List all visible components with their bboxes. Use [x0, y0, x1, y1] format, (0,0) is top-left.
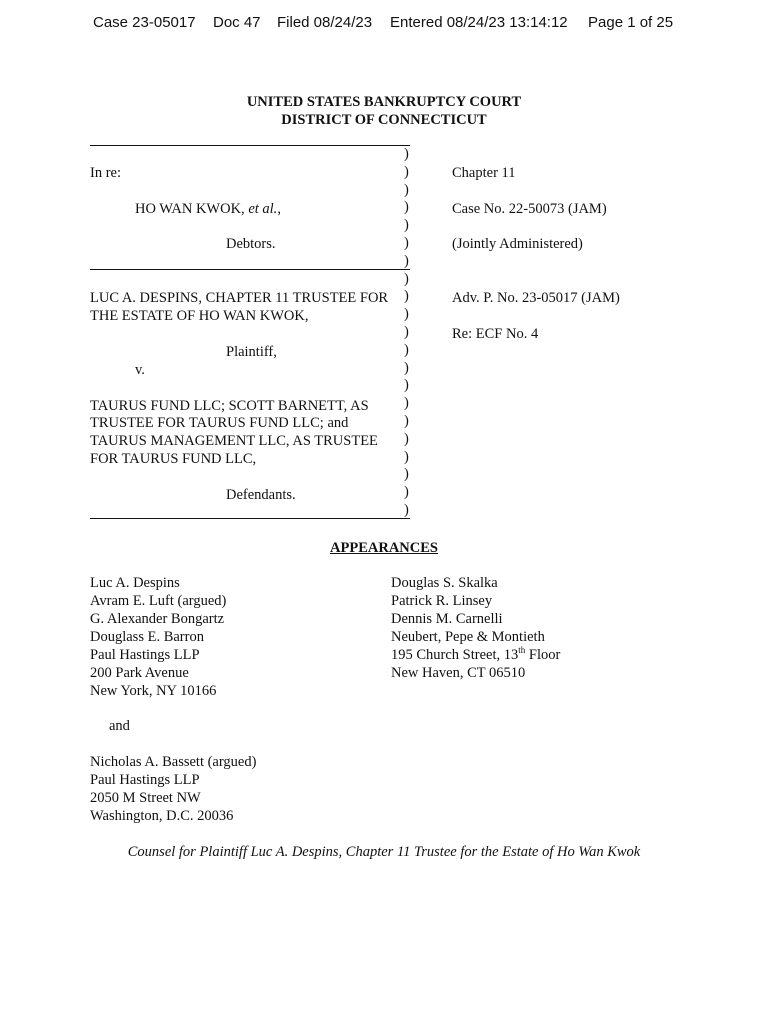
- attorney-line: Douglass E. Barron: [90, 629, 204, 645]
- attorney-line: G. Alexander Bongartz: [90, 611, 225, 627]
- attorney-line: Dennis M. Carnelli: [391, 611, 503, 627]
- address-line: New Haven, CT 06510: [391, 665, 526, 681]
- caption-rule-bottom: [90, 518, 410, 519]
- header-page: Page 1 of 25: [588, 14, 674, 31]
- court-district: DISTRICT OF CONNECTICUT: [281, 112, 487, 128]
- caption-paren-column: ) ) ) ) ) ) ) ) ) ) ) ) ) ) ) ) ) ) ) ) ): [404, 146, 409, 518]
- attorney-line: Patrick R. Linsey: [391, 593, 493, 609]
- header-entered: Entered 08/24/23 13:14:12: [390, 14, 568, 31]
- caption-plaintiff-line2: THE ESTATE OF HO WAN KWOK,: [90, 308, 309, 324]
- caption-plaintiff-label: Plaintiff,: [226, 344, 277, 360]
- caption-defendant-line4: FOR TAURUS FUND LLC,: [90, 451, 257, 467]
- firm-line: Paul Hastings LLP: [90, 647, 200, 663]
- caption-rule-top: [90, 145, 410, 146]
- header-case: Case 23-05017: [93, 14, 196, 31]
- attorney-line: Douglas S. Skalka: [391, 575, 498, 591]
- caption-plaintiff-line1: LUC A. DESPINS, CHAPTER 11 TRUSTEE FOR: [90, 290, 389, 306]
- court-name: UNITED STATES BANKRUPTCY COURT: [246, 94, 522, 110]
- appearances-title: APPEARANCES: [330, 540, 438, 556]
- appearances-and: and: [109, 718, 130, 734]
- address-line: 200 Park Avenue: [90, 665, 189, 681]
- address-line: 2050 M Street NW: [90, 790, 201, 806]
- address-line: Washington, D.C. 20036: [90, 808, 234, 824]
- caption-defendant-line3: TAURUS MANAGEMENT LLC, AS TRUSTEE: [90, 433, 378, 449]
- caption-jointly: (Jointly Administered): [452, 236, 583, 252]
- firm-line: Paul Hastings LLP: [90, 772, 200, 788]
- caption-defendant-line2: TRUSTEE FOR TAURUS FUND LLC; and: [90, 415, 349, 431]
- caption-debtors-label: Debtors.: [226, 236, 276, 252]
- caption-adv-no: Adv. P. No. 23-05017 (JAM): [452, 290, 620, 306]
- counsel-for-plaintiff: Counsel for Plaintiff Luc A. Despins, Chapter 11 Trustee for the Estate of Ho Wan Kwok: [127, 844, 641, 860]
- appearances-left-block: [90, 574, 226, 700]
- header-filed: Filed 08/24/23: [277, 14, 373, 31]
- header-doc: Doc 47: [213, 14, 261, 31]
- attorney-line: Avram E. Luft (argued): [90, 593, 227, 609]
- address-line: New York, NY 10166: [90, 683, 217, 699]
- caption-versus: v.: [135, 362, 145, 378]
- caption-debtor-name: HO WAN KWOK, et al.,: [135, 201, 281, 217]
- caption-rule-middle: [90, 269, 410, 270]
- caption-chapter: Chapter 11: [452, 165, 516, 181]
- caption-defendant-line1: TAURUS FUND LLC; SCOTT BARNETT, AS: [90, 398, 369, 414]
- caption-re-ecf: Re: ECF No. 4: [452, 326, 539, 342]
- attorney-line: Luc A. Despins: [90, 575, 180, 591]
- caption-defendants-label: Defendants.: [226, 487, 296, 503]
- appearances-left-block-2: [90, 753, 256, 825]
- firm-line: Neubert, Pepe & Montieth: [391, 629, 545, 645]
- appearances-right-block: [391, 574, 560, 682]
- address-line: 195 Church Street, 13th Floor: [391, 645, 561, 663]
- caption-case-no: Case No. 22-50073 (JAM): [452, 201, 607, 217]
- caption-in-re: In re:: [90, 165, 121, 181]
- attorney-line: Nicholas A. Bassett (argued): [90, 754, 257, 770]
